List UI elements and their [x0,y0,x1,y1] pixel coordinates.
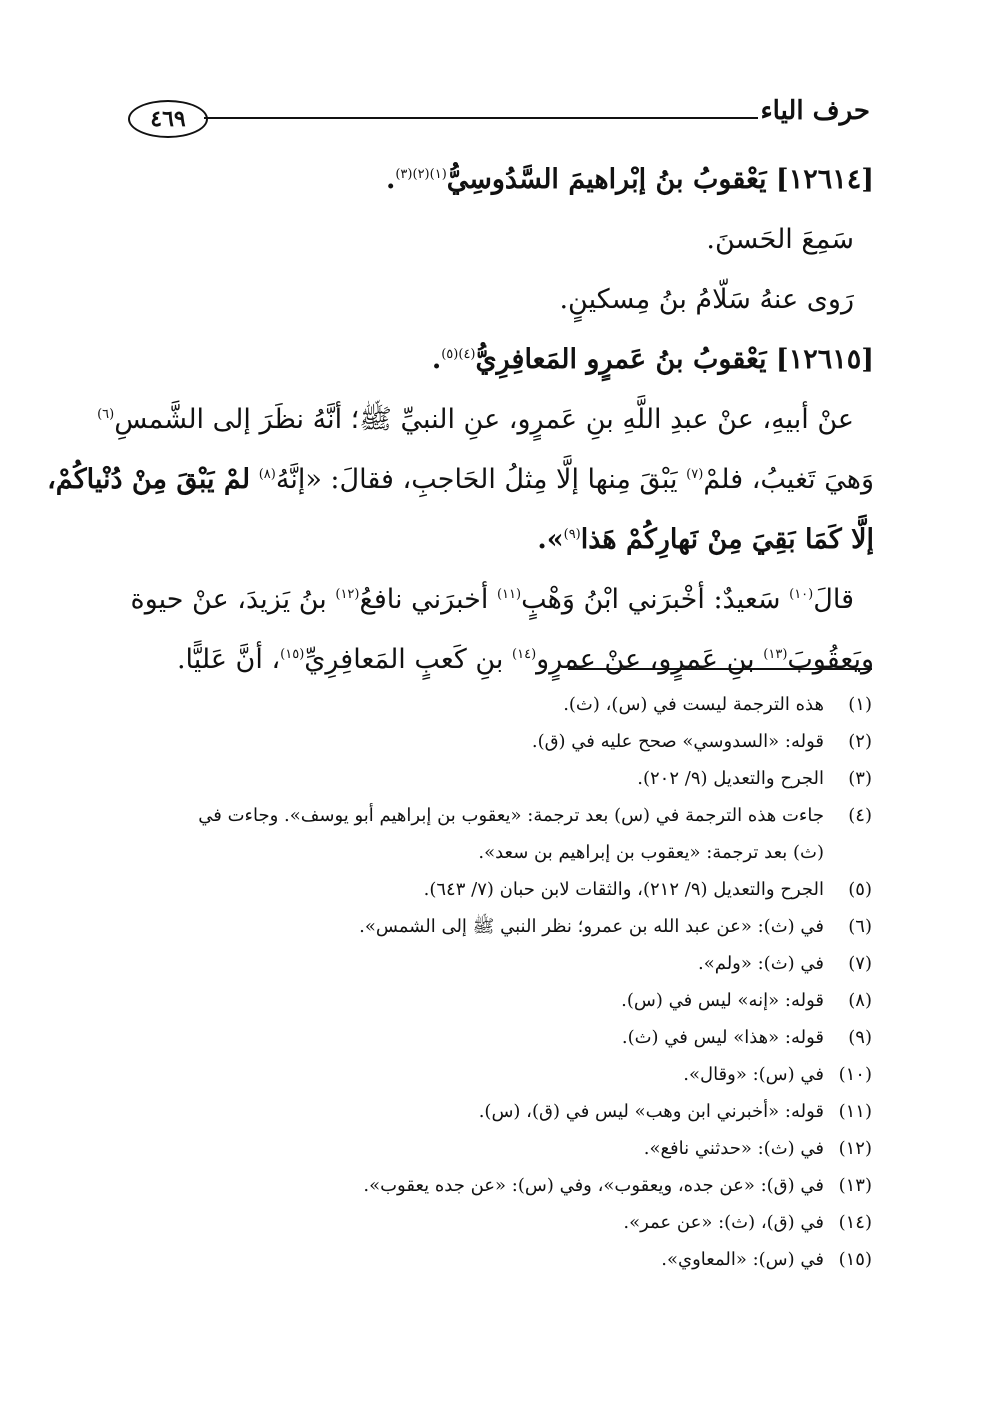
footnote-text: جاءت هذه الترجمة في (س) بعد ترجمة: «يعقوب بن إبراهيم أبو يوسف». وجاءت في [198,805,824,826]
hadith-line-2 [47,450,874,510]
footnote-11 [120,1093,872,1130]
isnad-line-1 [118,570,874,630]
footnote-ref: (١٢) [335,587,360,602]
footnote-number: (١٢) [838,1138,872,1159]
footnote-text: في (س): «وقال». [683,1064,824,1085]
footnote-number: (٩) [848,1027,872,1048]
text-span: قالَ [813,584,854,615]
footnotes [120,686,872,1278]
footnote-number: (٣) [848,768,872,789]
footnote-6 [120,908,872,945]
text-span: يَبْقَ مِنها إلَّا مِثلُ الحَاجبِ، فقالَ: «إنَّهُ [275,464,678,495]
footnote-text: في (ث): «حدثني نافع». [643,1138,824,1159]
footnote-text: قوله: «هذا» ليس في (ث). [621,1027,824,1048]
hadith-line-1 [97,390,874,450]
footnote-2 [120,723,872,760]
narrator-line: رَوى عنهُ سَلّامُ بنُ مِسكينٍ. [559,284,854,315]
footnote-ref: (١١) [496,587,522,602]
heard-line: سَمِعَ الحَسنَ. [706,224,854,255]
footnote-text: في (ث): «ولم». [697,953,824,974]
footnote-number: (٨) [848,990,872,1011]
footnote-ref: (١٥) [280,647,305,662]
footnote-13 [120,1167,872,1204]
footnote-number: (١٠) [838,1064,872,1085]
footnote-text: في (س): «المعاوي». [661,1249,824,1270]
text-span: أخبرَني نافعُ [359,584,489,615]
footnote-15 [120,1241,872,1278]
footnote-text: في (ق): «عن جده، ويعقوب»، وفي (س): «عن جده يعقوب». [363,1175,824,1196]
footnote-5 [120,871,872,908]
entry-title: [١٢٦١٤] يَعْقوبُ بنُ إبْراهيمَ السَّدُوسِيُّ [446,164,874,195]
footnote-number: (٦) [848,916,872,937]
text-span: بنُ يَزيدَ، عنْ حيوة [130,584,327,615]
page-number-badge [128,100,208,138]
footnote-number: (١١) [838,1101,872,1122]
footnote-ref: (١٤) [512,647,537,662]
hadith-paragraph [47,390,874,570]
entry-heading-12615 [118,330,874,390]
footnote-14 [120,1204,872,1241]
entry-end: . [431,344,442,375]
header-rule [204,117,758,119]
footnote-9 [120,1019,872,1056]
text-span: بنِ كَعبٍ المَعافِرِيِّ [304,644,504,675]
isnad-paragraph [118,570,874,690]
text-span: ، أنَّ عَليًّا. [176,644,281,675]
footnote-text: الجرح والتعديل (٩/ ٢٠٢). [637,768,824,789]
footnote-text: قوله: «إنه» ليس في (س). [621,990,824,1011]
footnote-text: هذه الترجمة ليست في (س)، (ث). [563,694,824,715]
text-span: ويَعقُوبَ [787,644,874,675]
text-span: ». [537,524,564,555]
footnote-number: (١٣) [838,1175,872,1196]
footnote-ref: (٦) [97,407,115,422]
footnote-ref: (٤)(٥) [441,347,476,362]
isnad-line-2 [118,630,874,690]
footnote-4 [120,797,872,834]
footnote-number: (١٥) [838,1249,872,1270]
page-number: ٤٦٩ [150,106,186,132]
footnote-1 [120,686,872,723]
footnote-3 [120,760,872,797]
entry-title: [١٢٦١٥] يَعْقوبُ بنُ عَمرٍو المَعافِرِيُّ [475,344,874,375]
footnote-ref: (١٠) [789,587,814,602]
footnote-8 [120,982,872,1019]
footnote-number: (٢) [848,731,872,752]
footnote-ref: (١)(٢)(٣) [395,167,447,182]
footnote-ref: (٧) [686,467,704,482]
footnote-number: (١٤) [838,1212,872,1233]
text-span: وَهيَ تَغيبُ، فلمْ [703,464,874,495]
footnote-12 [120,1130,872,1167]
text-span: عنْ أبيهِ، عنْ عبدِ اللَّهِ بنِ عَمرٍو، عنِ النبيِّ ﷺ؛ أنَّهُ نظَرَ إلى الشَّمسِ [114,404,854,435]
page-header [128,96,870,142]
text-span: سَعيدٌ: أخْبرَني ابْنُ وَهْبٍ [521,584,781,615]
footnote-text: في (ث): «عن عبد الله بن عمرو؛ نظر النبي ﷺ إلى الشمس». [359,916,824,937]
footnote-10 [120,1056,872,1093]
entry-end: . [385,164,396,195]
footnote-text: قوله: «السدوسي» صحح عليه في (ق). [531,731,824,752]
text-span: لمْ يَبْقَ مِنْ دُنْياكُمْ، [47,464,251,495]
footnote-number: (٤) [848,805,872,826]
footnote-ref: (٩) [563,527,581,542]
chapter-title: حرف الياء [760,96,870,126]
footnote-text: في (ق)، (ث): «عن عمر». [623,1212,824,1233]
footnote-text: الجرح والتعديل (٩/ ٢١٢)، والثقات لابن حبان (٧/ ٦٤٣). [423,879,824,900]
footnote-text: قوله: «أخبرني ابن وهب» ليس في (ق)، (س). [478,1101,824,1122]
footnote-ref: (٨) [258,467,276,482]
footnote-ref: (١٣) [763,647,788,662]
main-text [47,150,874,690]
hadith-line-3 [118,510,874,570]
footnote-number: (٥) [848,879,872,900]
entry-heading-12614 [118,150,874,210]
footnote-number: (١) [848,694,872,715]
footnote-4-continuation: (ث) بعد ترجمة: «يعقوب بن إبراهيم بن سعد». [478,842,824,863]
text-span: إلَّا كَمَا بَقِيَ مِنْ نَهارِكُمْ هَذا [580,524,874,555]
text-span: بنِ عَمرٍو، عنْ عمرٍو [536,644,755,675]
footnote-7 [120,945,872,982]
footnote-separator [568,668,872,670]
footnote-number: (٧) [848,953,872,974]
